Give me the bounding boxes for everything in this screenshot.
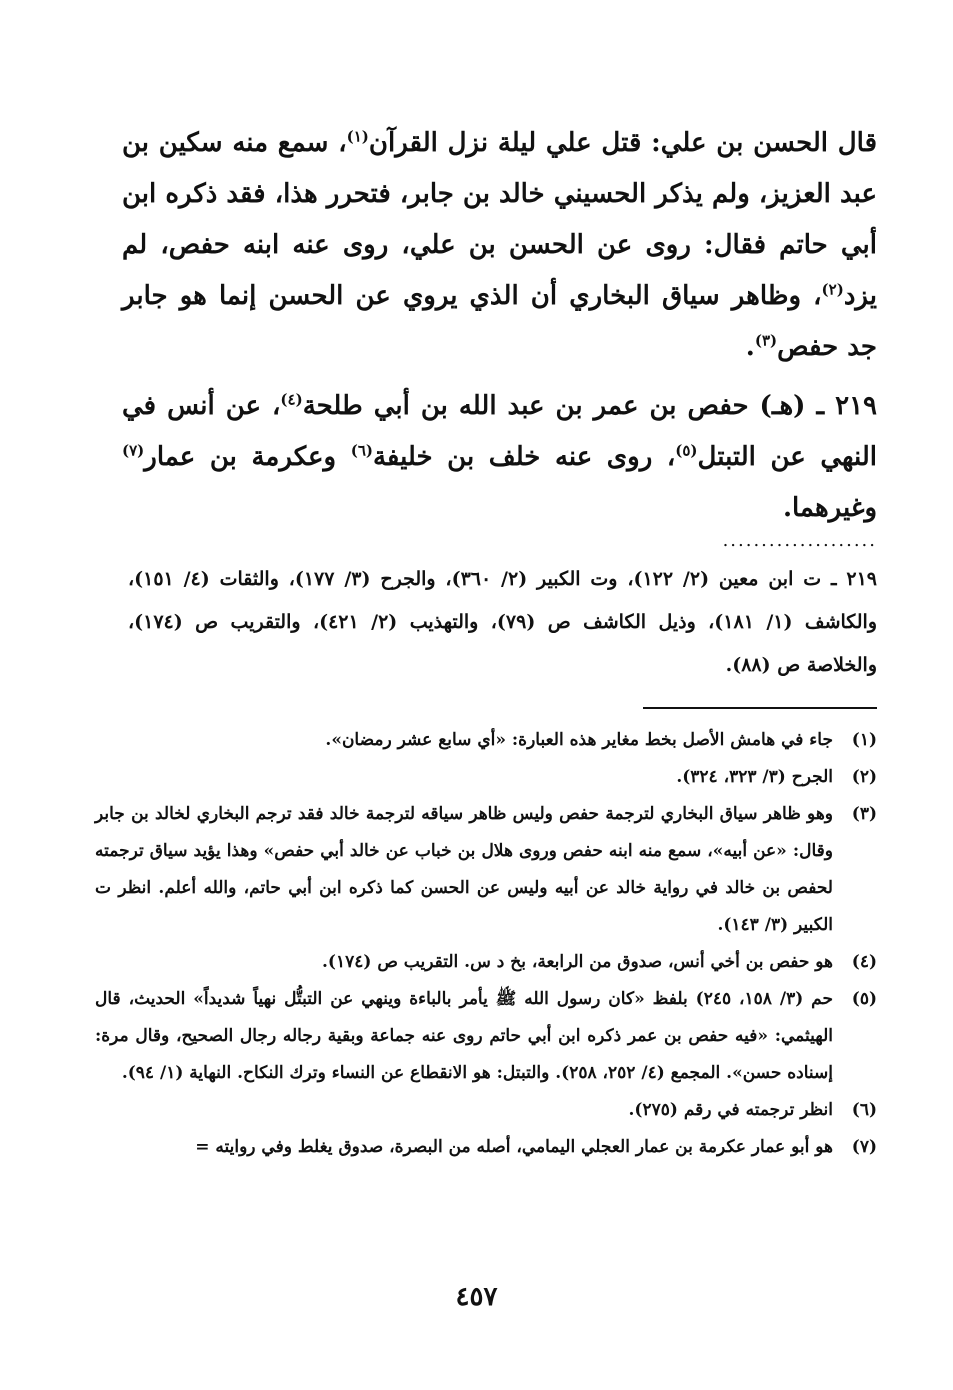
footnote-ref-1[interactable]: (١) <box>346 127 369 146</box>
footnote-4 <box>95 944 877 981</box>
footnote-3 <box>95 796 877 944</box>
entry-number: ٢١٩ ـ <box>816 391 878 421</box>
footnote-text: انظر ترجمته في رقم (٢٧٥). <box>628 1100 833 1120</box>
footnote-text: هو أبو عمار عكرمة بن عمار العجلي اليمامي، أصله من البصرة، صدوق يغلط وفي روايته = <box>195 1137 833 1157</box>
main-text <box>122 118 877 534</box>
footnote-divider <box>643 707 877 709</box>
footnote-text: حم (٣/ ١٥٨، ٢٤٥) بلفظ «كان رسول الله ﷺ يأمر بالباءة وينهي عن التبتُّل نهياً شديداً» الحديث، قال الهيثمي: «فيه حفص بن عمر ذكره ابن أبي حاتم روى عنه جماعة وبقية رجاله رجال الصحيح، وقال مرة: إسناده حسن». المجمع (٤/ ٢٥٢، ٢٥٨). والتبتل: هو الانقطاع عن النساء وترك النكاح. النهاية (١/ ٩٤). <box>95 989 833 1083</box>
footnote-7 <box>95 1129 877 1166</box>
footnote-number: (٢) <box>851 767 877 787</box>
text-span: وغيرهما. <box>782 493 877 523</box>
footnote-number: (٦) <box>851 1100 877 1120</box>
footnote-number: (٥) <box>851 989 877 1009</box>
footnotes <box>95 722 877 1166</box>
text-span: ، عن أنس في النهي عن التبتل <box>122 391 878 472</box>
footnote-number: (١) <box>851 730 877 750</box>
footnote-text: الجرح (٣/ ٣٢٣، ٣٢٤). <box>676 767 833 787</box>
footnote-ref-5[interactable]: (٥) <box>675 441 698 460</box>
translation-sources: ٢١٩ ـ ت ابن معين (٢/ ١٢٢)، وت الكبير (٢/ ٣٦٠)، والجرح (٣/ ١٧٧)، والثقات (٤/ ١٥١)، والكاشف (١/ ١٨١)، وذيل الكاشف ص (٧٩)، والتهذيب (٢/ ٤٢١)، والتقريب ص (١٧٤)، والخلاصة ص (٨٨). <box>128 568 878 676</box>
footnote-2 <box>95 759 877 796</box>
text-span: . <box>745 332 755 362</box>
footnote-text: هو حفص بن أخي أنس، صدوق من الرابعة، بخ د س. التقريب ص (١٧٤). <box>321 952 833 972</box>
text-span: ، سمع منه سكين بن عبد العزيز، ولم يذكر الحسيني خالد بن جابر، فتحرر هذا، فقد ذكره ابن أبي حاتم فقال: روى عن الحسن بن علي، روى عنه ابنه حفص، لم يزد <box>122 128 877 311</box>
footnote-text: وهو ظاهر سياق البخاري لترجمة حفص وليس ظاهر سياقه لترجمة خالد فقد ترجم البخاري لخالد بن جابر وقال: «عن أبيه»، سمع منه ابنه حفص وروى هلال بن خباب عن خالد أبي حفص» وهذا يؤيد سياق ترجمته لحفص بن خالد في رواية خالد عن أبيه وليس عن الحسن كما ذكره ابن أبي حاتم، والله أعلم. انظر ت الكبير (٣/ ١٤٣). <box>95 804 833 935</box>
text-span: ، روى عنه خلف بن خليفة <box>372 442 676 472</box>
dotted-separator: .................... <box>722 530 877 551</box>
footnote-text: جاء في هامش الأصل بخط مغاير هذه العبارة: «أي سابع عشر رمضان». <box>325 730 833 750</box>
text-span: ، وظاهر سياق البخاري أن الذي يروي عن الحسن إنما هو جابر جد حفص <box>122 281 877 362</box>
footnote-ref-7[interactable]: (٧) <box>122 441 145 460</box>
text-span: وعكرمة بن عمار <box>144 442 351 472</box>
footnote-ref-3[interactable]: (٣) <box>754 331 778 350</box>
footnote-number: (٤) <box>851 952 877 972</box>
page-number: ٤٥٧ <box>455 1282 498 1312</box>
footnote-ref-4[interactable]: (٤) <box>280 390 303 409</box>
footnote-ref-6[interactable]: (٦) <box>350 441 373 460</box>
footnote-number: (٧) <box>851 1137 877 1157</box>
footnote-ref-2[interactable]: (٢) <box>821 280 844 299</box>
text-span: (هـ) حفص بن عمر بن عبد الله بن أبي طلحة <box>302 391 817 421</box>
footnote-1 <box>95 722 877 759</box>
text-span: قال الحسن بن علي: قتل علي ليلة نزل القرآن <box>368 128 877 158</box>
paragraph-hasan-ibn-ali <box>122 118 877 373</box>
footnote-5 <box>95 981 877 1092</box>
footnote-number: (٣) <box>851 804 877 824</box>
footnote-6 <box>95 1092 877 1129</box>
entry-219 <box>122 381 877 534</box>
